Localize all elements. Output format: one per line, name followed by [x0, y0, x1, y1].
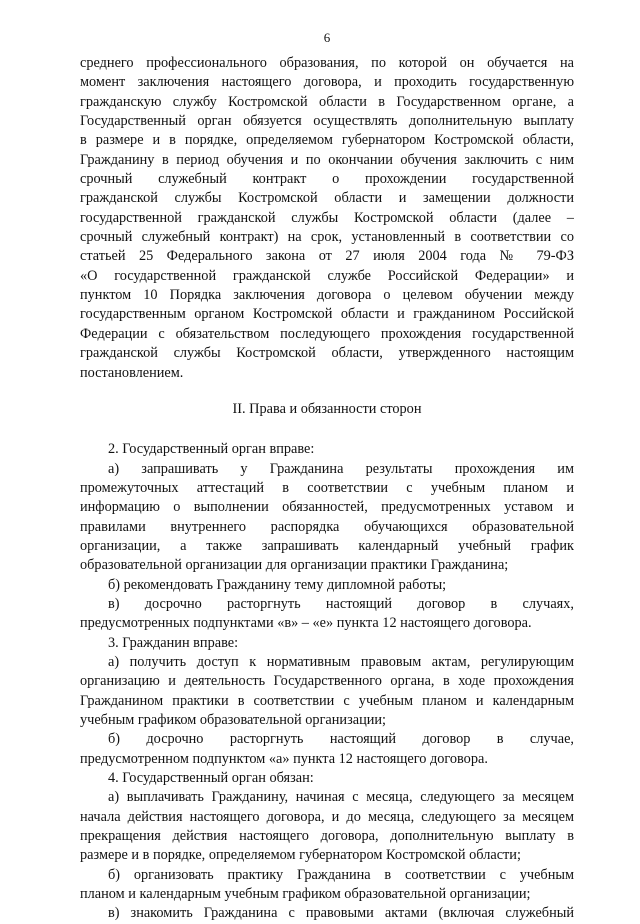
- text-line: промежуточных аттестаций в соответствии с учебным планом и: [80, 479, 574, 496]
- text-line: правилами внутреннего распорядка обучающихся образовательной: [80, 518, 574, 535]
- rights-and-obligations-section: [80, 440, 574, 924]
- text-line: в размере и в порядке, определяемом губернатором Костромской области,: [80, 132, 574, 149]
- text-line: планом и календарным учебным графиком образовательной организации;: [80, 886, 531, 903]
- text-line: государственным органом Костромской области и гражданином Российской: [80, 306, 574, 323]
- intro-paragraph: [80, 54, 574, 383]
- text-line: учебным графиком образовательной организации;: [80, 712, 386, 728]
- text-line: организацию и деятельность Государственного органа, в ходе прохождения: [80, 673, 574, 690]
- text-line: Гражданину в период обучения и по окончании обучения заключить с ним: [80, 151, 574, 168]
- text-line: гражданской службы Костромской области, утвержденного настоящим: [80, 345, 574, 362]
- text-line: размере и в порядке, определяемом губернатором Костромской области;: [80, 847, 521, 864]
- text-line: момент заключения настоящего договора, и проходить государственную: [80, 74, 574, 91]
- text-line: прекращения действия настоящего договора, дополнительную выплату в: [80, 828, 574, 845]
- text-line: государственной гражданской службы Костромской области (далее –: [80, 209, 574, 226]
- text-line: б) организовать практику Гражданина в соответствии с учебным: [108, 866, 574, 883]
- text-line: пунктом 10 Порядка заключения договора о целевом обучении между: [80, 287, 574, 304]
- text-line: постановлением.: [80, 364, 184, 381]
- text-line: а) запрашивать у Гражданина результаты прохождения им: [108, 460, 574, 477]
- text-line: предусмотренном подпунктом «а» пункта 12 настоящего договора.: [80, 750, 488, 767]
- text-line: Федерации с обязательством последующего прохождения государственной: [80, 325, 574, 342]
- text-line: образовательной организации для организации практики Гражданина;: [80, 557, 509, 574]
- text-line: среднего профессионального образования, по которой он обучается на: [80, 55, 574, 71]
- text-line: срочный служебный контракт о прохождении государственной: [80, 171, 574, 188]
- text-line: гражданской службы Костромской области и замещении должности: [80, 190, 574, 207]
- text-line: начала действия настоящего договора, и до месяца, следующего за месяцем: [80, 808, 574, 825]
- text-line: а) выплачивать Гражданину, начиная с месяца, следующего за месяцем: [108, 789, 574, 806]
- section-heading: II. Права и обязанности сторон: [232, 400, 422, 417]
- text-line: в) знакомить Гражданина с правовыми актами (включая служебный: [108, 905, 574, 922]
- text-line: 2. Государственный орган вправе:: [108, 441, 315, 458]
- text-line: б) рекомендовать Гражданину тему дипломной работы;: [108, 576, 447, 593]
- text-line: гражданскую службу Костромской области в Государственном органе, а: [80, 93, 574, 110]
- text-line: статьей 25 Федерального закона от 27 июля 2004 года № 79-ФЗ: [80, 248, 574, 265]
- text-line: 3. Гражданин вправе:: [108, 634, 239, 651]
- page-number: 6: [323, 30, 331, 45]
- text-line: в) досрочно расторгнуть настоящий договор в случаях,: [108, 595, 574, 612]
- text-line: предусмотренных подпунктами «в» – «е» пункта 12 настоящего договора.: [80, 615, 532, 632]
- text-line: «О государственной гражданской службе Российской Федерации» и: [80, 267, 574, 284]
- text-line: 4. Государственный орган обязан:: [108, 770, 314, 787]
- text-line: а) получить доступ к нормативным правовым актам, регулирующим: [108, 653, 574, 670]
- text-line: организации, а также запрашивать календарный учебный график: [80, 537, 574, 554]
- text-line: Гражданином практики в соответствии с учебным планом и календарным: [80, 692, 574, 709]
- text-line: Государственный орган обязуется осуществлять дополнительную выплату: [80, 113, 574, 130]
- text-line: информацию о выполнении обязанностей, предусмотренных уставом и: [80, 499, 574, 516]
- text-line: б) досрочно расторгнуть настоящий договор в случае,: [108, 731, 574, 748]
- text-line: срочный служебный контракт) на срок, установленный в соответствии со: [80, 229, 574, 246]
